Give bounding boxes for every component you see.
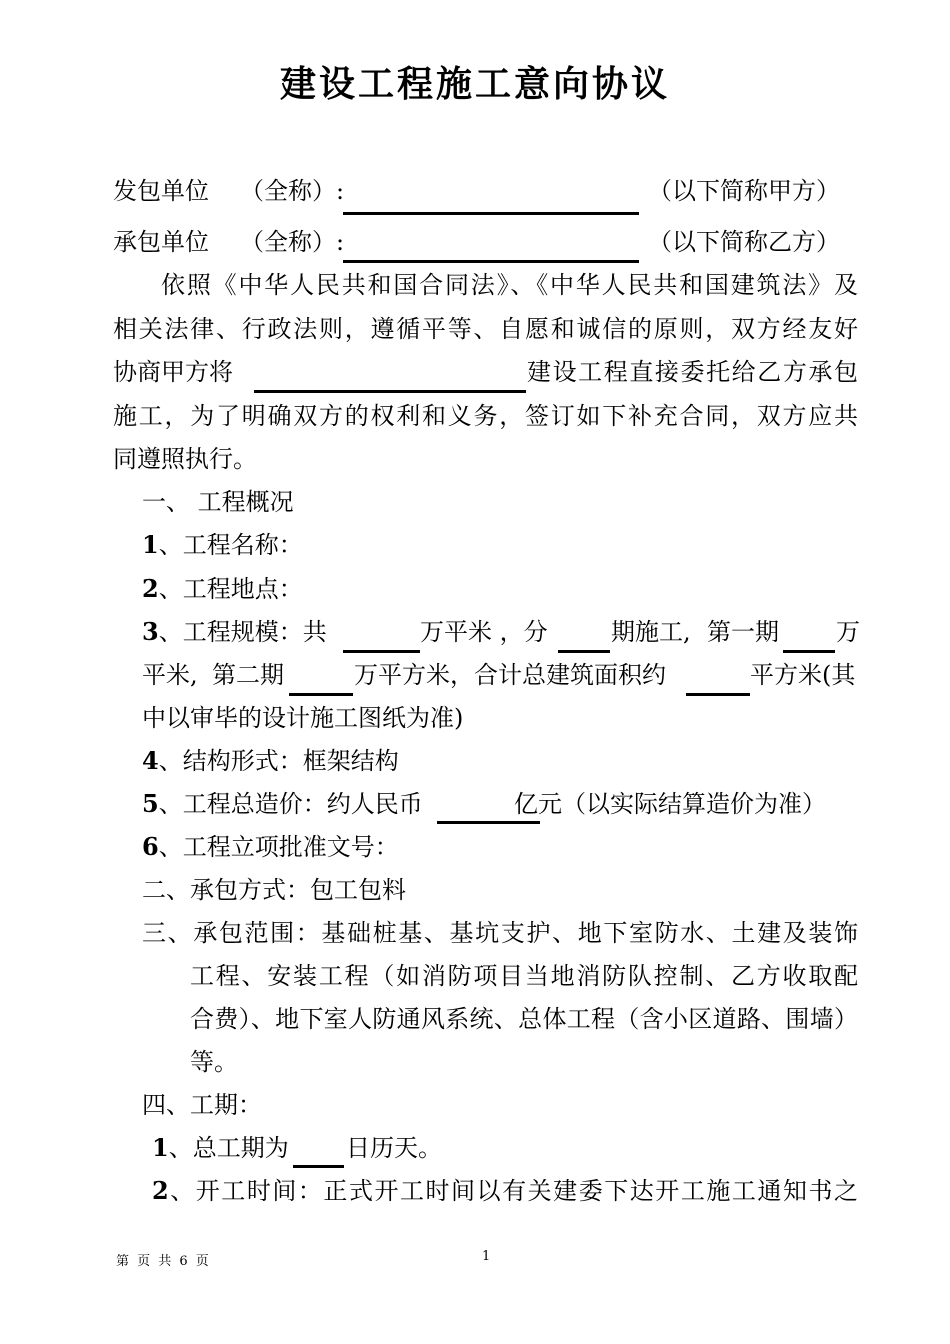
s4-item-1-part-a: 1、总工期为 (152, 1133, 289, 1162)
document-title: 建设工程施工意向协议 (279, 64, 670, 105)
intro-line-3b: 建设工程直接委托给乙方承包 (527, 358, 858, 386)
s1-item-3-part-b: 万平米 ，分 (420, 618, 548, 646)
section-1-heading: 一、 工程概况 (142, 488, 294, 516)
project-name-blank (254, 366, 526, 393)
s1-item-3-part-f: 平米, (142, 661, 198, 689)
s1-item-3-part-g: 第二期 (212, 661, 284, 689)
page-number: 1 (482, 1249, 491, 1264)
total-floor-area-blank (686, 669, 750, 696)
intro-line-3a: 协商甲方将 (113, 358, 233, 386)
s1-item-3-part-i: 平方米(其 (750, 661, 856, 689)
section-3-line-1: 三、承包范围：基础桩基、基坑支护、地下室防水、土建及装饰 (142, 919, 858, 947)
intro-line-4: 施工，为了明确双方的权利和义务，签订如下补充合同，双方应共 (113, 402, 858, 430)
party-a-suffix: （以下简称甲方） (648, 177, 840, 205)
s1-item-5-part-a: 5、工程总造价：约人民币 (142, 789, 423, 818)
party-a-name-blank (343, 188, 639, 215)
party-b-suffix: （以下简称乙方） (648, 228, 840, 256)
intro-line-1: 依照《中华人民共和国合同法》、《中华人民共和国建筑法》及 (161, 271, 858, 299)
section-4-heading: 四、工期： (142, 1091, 262, 1119)
s1-item-3-part-d: 第一期 (707, 618, 779, 646)
party-b-name-blank (343, 236, 639, 263)
section-2-heading: 二、承包方式：包工包料 (142, 876, 406, 904)
section-3-line-4: 等。 (190, 1048, 238, 1076)
s1-item-3-part-e: 万 (836, 618, 860, 646)
s1-item-6: 6、工程立项批准文号： (142, 832, 399, 861)
duration-days-blank (293, 1141, 344, 1168)
phase-1-area-blank (783, 626, 835, 653)
s1-item-4: 4、结构形式：框架结构 (142, 746, 399, 775)
s1-item-3-part-c: 期施工, (611, 618, 691, 646)
s1-item-3-part-a: 3、工程规模：共 (142, 617, 327, 646)
intro-line-2: 相关法律、行政法则，遵循平等、自愿和诚信的原则，双方经友好 (113, 315, 858, 343)
s4-item-1-part-b: 日历天。 (346, 1134, 442, 1162)
phase-count-blank (558, 626, 610, 653)
section-3-line-3: 合费）、地下室人防通风系统、总体工程（含小区道路、围墙） (190, 1005, 858, 1033)
s1-item-1: 1、工程名称： (142, 530, 303, 559)
phase-2-area-blank (289, 669, 353, 696)
party-a-fullname: （全称）: (240, 177, 345, 205)
party-a-label: 发包单位 (113, 177, 209, 205)
page-footer: 第 页 共 6 页 (116, 1254, 211, 1269)
party-b-fullname: （全称）: (240, 228, 345, 256)
party-b-label: 承包单位 (113, 228, 209, 256)
s1-item-2: 2、工程地点： (142, 574, 303, 603)
intro-line-5: 同遵照执行。 (113, 445, 257, 473)
s1-item-3-part-j: 中以审毕的设计施工图纸为准) (142, 704, 464, 732)
section-3-line-2: 工程、安装工程（如消防项目当地消防队控制、乙方收取配 (190, 962, 858, 990)
s4-item-2: 2、开工时间：正式开工时间以有关建委下达开工施工通知书之 (152, 1176, 858, 1205)
s1-item-3-part-h: 万平方米，合计总建筑面积约 (354, 661, 666, 689)
total-area-blank (343, 626, 420, 653)
s1-item-5-part-b: 亿元（以实际结算造价为准） (514, 790, 826, 818)
